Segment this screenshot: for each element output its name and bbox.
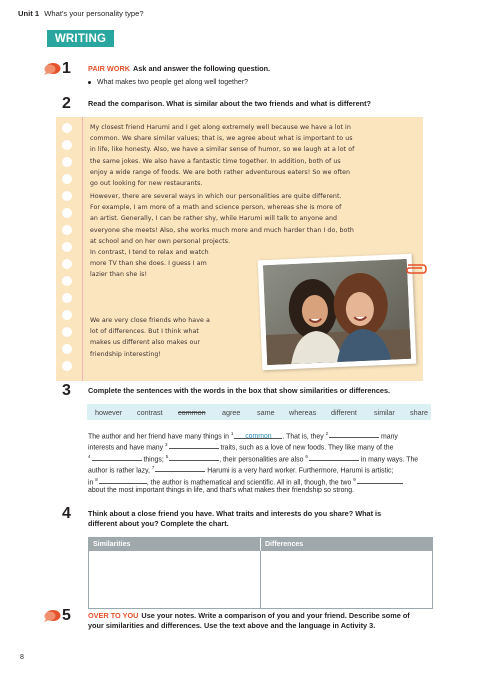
exercise-line-1: The author and her friend have many things in $^1$ common . That is, they $^2$ many	[88, 431, 398, 441]
answer-blank-3[interactable]	[169, 441, 219, 449]
exercise-line-3: $^4$ things; $^5$ , their personalities are also $^6$ in many ways. The	[88, 454, 419, 464]
exercise-line-4: author is rather lazy, $^7$ Harumi is a very hard worker. Furthermore, Harumi is artistic;	[88, 465, 394, 475]
chart-header-row	[89, 538, 432, 551]
word-agree: agree	[222, 408, 241, 417]
word-contrast: contrast	[137, 408, 163, 417]
activity-5-instruction: OVER TO YOU Use your notes. Write a comparison of you and your friend. Describe some of your similarities and differences. Use the text above and the language in Activity 3.	[88, 611, 410, 630]
column-differences: Differences	[260, 538, 432, 551]
speech-bubble-icon	[43, 62, 61, 76]
unit-title: What's your personality type?	[44, 9, 144, 18]
answer-blank-4[interactable]	[92, 453, 142, 461]
answer-blank-2[interactable]	[329, 430, 379, 438]
activity-2-instruction: Read the comparison. What is similar about the two friends and what is different?	[88, 99, 371, 108]
friends-photo-image	[263, 259, 411, 365]
activity-4-instruction: Think about a close friend you have. What traits and interests do you share? What is different about you? Complete the chart.	[88, 509, 382, 528]
activity-1-instruction: PAIR WORK Ask and answer the following question.	[88, 64, 271, 73]
answer-blank-5[interactable]	[169, 453, 219, 461]
word-share: share	[410, 408, 428, 417]
word-however: however	[95, 408, 123, 417]
exercise-line-5: in $^8$ , the author is mathematical and scientific. All in all, though, the two $^9$	[88, 474, 433, 489]
unit-number: Unit 1	[18, 9, 40, 18]
comparison-paragraph-1: My closest friend Harumi and I get along extremely well because we have a lot in common. We share similar values; that is, we agree about what is important to us in life, like honesty. Also, we have a similar sense of humor, so we laugh at a lot of the same jokes. We also have a fantastic time together. In addition, both of us enjoy a wide range of foods. We are both rather adventurous eaters! So we often go out looking for new restaurants.	[90, 124, 355, 188]
word-similar: similar	[374, 408, 395, 417]
comparison-paragraph-2: However, there are several ways in which our personalities are quite different. For example, I am more of a math and science person, whereas she is more of an artist. Generally, I can be rather shy, while Harumi will talk to anyone and everyone she meets! Also, she works much more and much harder than I do, both at school and on her own personal projects. In contrast, I tend to relax and watch more TV than she does. I guess I am lazier than she is!	[90, 193, 354, 279]
paper-clip-icon	[404, 262, 428, 276]
page-number: 8	[20, 654, 24, 661]
unit-header	[18, 9, 144, 18]
bullet-dot	[88, 81, 91, 84]
word-common: common	[178, 408, 206, 417]
word-same: same	[257, 408, 275, 417]
over-to-you-label: OVER TO YOU	[88, 611, 139, 620]
activity-3-number: 3	[62, 382, 71, 399]
exercise-line-2: interests and have many $^3$ traits, such as a love of new foods. They like many of the	[88, 442, 394, 452]
comparison-chart	[88, 537, 433, 609]
answer-blank-7[interactable]	[155, 464, 205, 472]
activity-1-number: 1	[62, 60, 71, 77]
word-whereas: whereas	[289, 408, 317, 417]
activity-5-number: 5	[62, 607, 71, 624]
comparison-paragraph-3: We are very close friends who have a lot of differences. But I think what makes us different also makes our friendship interesting!	[90, 317, 210, 358]
pair-work-label: PAIR WORK	[88, 64, 131, 73]
friends-photo	[258, 254, 417, 371]
exercise-line-6: about the most important things in life, and that's what makes their friendship so strong.	[88, 487, 354, 494]
similarities-cell[interactable]	[89, 551, 260, 608]
notebook-margin-line	[82, 117, 83, 381]
answer-blank-9[interactable]	[357, 476, 403, 484]
activity-3-instruction: Complete the sentences with the words in the box that show similarities or differences.	[88, 386, 391, 395]
activity-4-number: 4	[62, 505, 71, 522]
answer-blank-1[interactable]: common	[234, 431, 282, 439]
speech-bubble-icon	[43, 609, 61, 623]
section-banner: WRITING	[47, 30, 114, 47]
answer-blank-8[interactable]	[99, 476, 147, 484]
word-different: different	[331, 408, 357, 417]
answer-blank-6[interactable]	[309, 453, 359, 461]
differences-cell[interactable]	[260, 551, 432, 608]
word-box	[87, 404, 431, 420]
activity-1-bullet: What makes two people get along well together?	[88, 79, 248, 86]
activity-2-number: 2	[62, 95, 71, 112]
column-similarities: Similarities	[93, 541, 131, 548]
chart-body	[89, 551, 432, 608]
